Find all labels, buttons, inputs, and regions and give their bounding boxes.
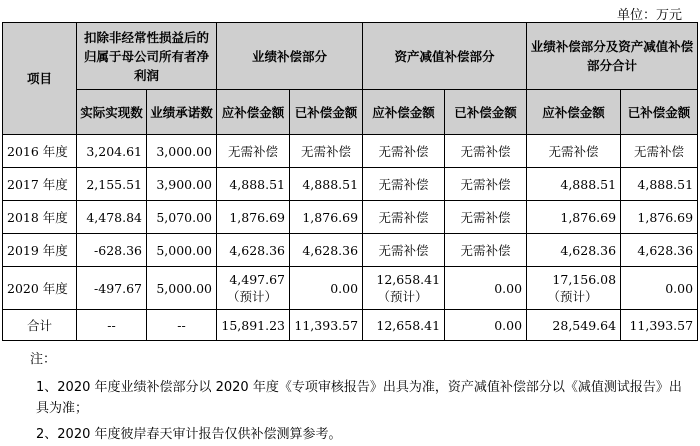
- cell-perf-should: 4,888.51: [217, 168, 290, 201]
- cell-perf-paid: 11,393.57: [290, 310, 363, 341]
- note-2: 2、2020 年度彼岸春天审计报告仅供补偿测算参考。: [36, 427, 342, 442]
- cell-perf-should: 1,876.69: [217, 201, 290, 234]
- cell-asset-should: 无需补偿: [363, 168, 445, 201]
- cell-asset-paid: 无需补偿: [445, 168, 527, 201]
- row-year: 合计: [3, 310, 77, 341]
- cell-total-should: 4,888.51: [527, 168, 621, 201]
- cell-perf-paid: 4,888.51: [290, 168, 363, 201]
- header-actual: 实际实现数: [77, 90, 147, 135]
- row-year: 2018 年度: [3, 201, 77, 234]
- row-year: 2017 年度: [3, 168, 77, 201]
- header-total-paid: 已补偿金额: [621, 90, 698, 135]
- cell-perf-should: 4,628.36: [217, 234, 290, 267]
- cell-actual: --: [77, 310, 147, 341]
- header-committed: 业绩承诺数: [147, 90, 217, 135]
- header-total-should: 应补偿金额: [527, 90, 621, 135]
- cell-actual: 4,478.84: [77, 201, 147, 234]
- cell-asset-paid: 无需补偿: [445, 135, 527, 168]
- cell-actual: 3,204.61: [77, 135, 147, 168]
- cell-asset-should: 无需补偿: [363, 234, 445, 267]
- compensation-table: [2, 22, 698, 341]
- cell-committed: 3,900.00: [147, 168, 217, 201]
- header-perf-should: 应补偿金额: [217, 90, 290, 135]
- unit-label: 单位：万元: [616, 8, 682, 23]
- table-row: [3, 168, 698, 201]
- table-row: [3, 135, 698, 168]
- cell-actual: -628.36: [77, 234, 147, 267]
- cell-value: 4,497.67: [229, 272, 286, 287]
- cell-total-paid: 0.00: [621, 267, 698, 310]
- cell-perf-paid: 无需补偿: [290, 135, 363, 168]
- row-year: 2019 年度: [3, 234, 77, 267]
- header-net-profit: 扣除非经常性损益后的归属于母公司所有者净利润: [77, 23, 217, 90]
- estimate-note: （预计）: [377, 289, 428, 304]
- cell-asset-should: 无需补偿: [363, 135, 445, 168]
- row-year: 2020 年度: [3, 267, 77, 310]
- cell-total-should: [527, 267, 621, 310]
- header-item: 项目: [3, 23, 77, 135]
- table-row-total: [3, 310, 698, 341]
- cell-perf-paid: 0.00: [290, 267, 363, 310]
- header-perf-comp: 业绩补偿部分: [217, 23, 363, 90]
- cell-actual: 2,155.51: [77, 168, 147, 201]
- cell-asset-paid: 无需补偿: [445, 234, 527, 267]
- cell-committed: 5,000.00: [147, 234, 217, 267]
- cell-perf-should: [217, 267, 290, 310]
- cell-committed: 3,000.00: [147, 135, 217, 168]
- cell-asset-should: 无需补偿: [363, 201, 445, 234]
- estimate-note: （预计）: [547, 289, 598, 304]
- cell-committed: 5,070.00: [147, 201, 217, 234]
- cell-asset-paid: 无需补偿: [445, 201, 527, 234]
- notes-title: 注：: [30, 352, 57, 367]
- cell-asset-should: 12,658.41: [363, 310, 445, 341]
- cell-total-paid: 4,628.36: [621, 234, 698, 267]
- table-row: [3, 234, 698, 267]
- header-asset-comp: 资产减值补偿部分: [363, 23, 527, 90]
- cell-total-should: 4,628.36: [527, 234, 621, 267]
- cell-total-paid: 4,888.51: [621, 168, 698, 201]
- cell-asset-should: [363, 267, 445, 310]
- table-row: [3, 201, 698, 234]
- cell-total-paid: 11,393.57: [621, 310, 698, 341]
- cell-total-paid: 无需补偿: [621, 135, 698, 168]
- header-asset-paid: 已补偿金额: [445, 90, 527, 135]
- cell-perf-paid: 1,876.69: [290, 201, 363, 234]
- header-total-comp: 业绩补偿部分及资产减值补偿部分合计: [527, 23, 698, 90]
- row-year: 2016 年度: [3, 135, 77, 168]
- cell-perf-should: 无需补偿: [217, 135, 290, 168]
- header-perf-paid: 已补偿金额: [290, 90, 363, 135]
- cell-value: 12,658.41: [376, 272, 441, 287]
- cell-total-should: 1,876.69: [527, 201, 621, 234]
- cell-total-paid: 1,876.69: [621, 201, 698, 234]
- cell-perf-paid: 4,628.36: [290, 234, 363, 267]
- cell-asset-paid: 0.00: [445, 310, 527, 341]
- cell-committed: --: [147, 310, 217, 341]
- estimate-note: （预计）: [227, 289, 278, 304]
- cell-asset-paid: 0.00: [445, 267, 527, 310]
- cell-total-should: 无需补偿: [527, 135, 621, 168]
- cell-value: 17,156.08: [552, 272, 617, 287]
- header-asset-should: 应补偿金额: [363, 90, 445, 135]
- cell-perf-should: 15,891.23: [217, 310, 290, 341]
- note-1: 1、2020 年度业绩补偿部分以 2020 年度《专项审核报告》出具为准，资产减值补偿部分以《减值测试报告》出具为准；: [36, 380, 682, 416]
- cell-committed: 5,000.00: [147, 267, 217, 310]
- cell-total-should: 28,549.64: [527, 310, 621, 341]
- table-row: [3, 267, 698, 310]
- cell-actual: -497.67: [77, 267, 147, 310]
